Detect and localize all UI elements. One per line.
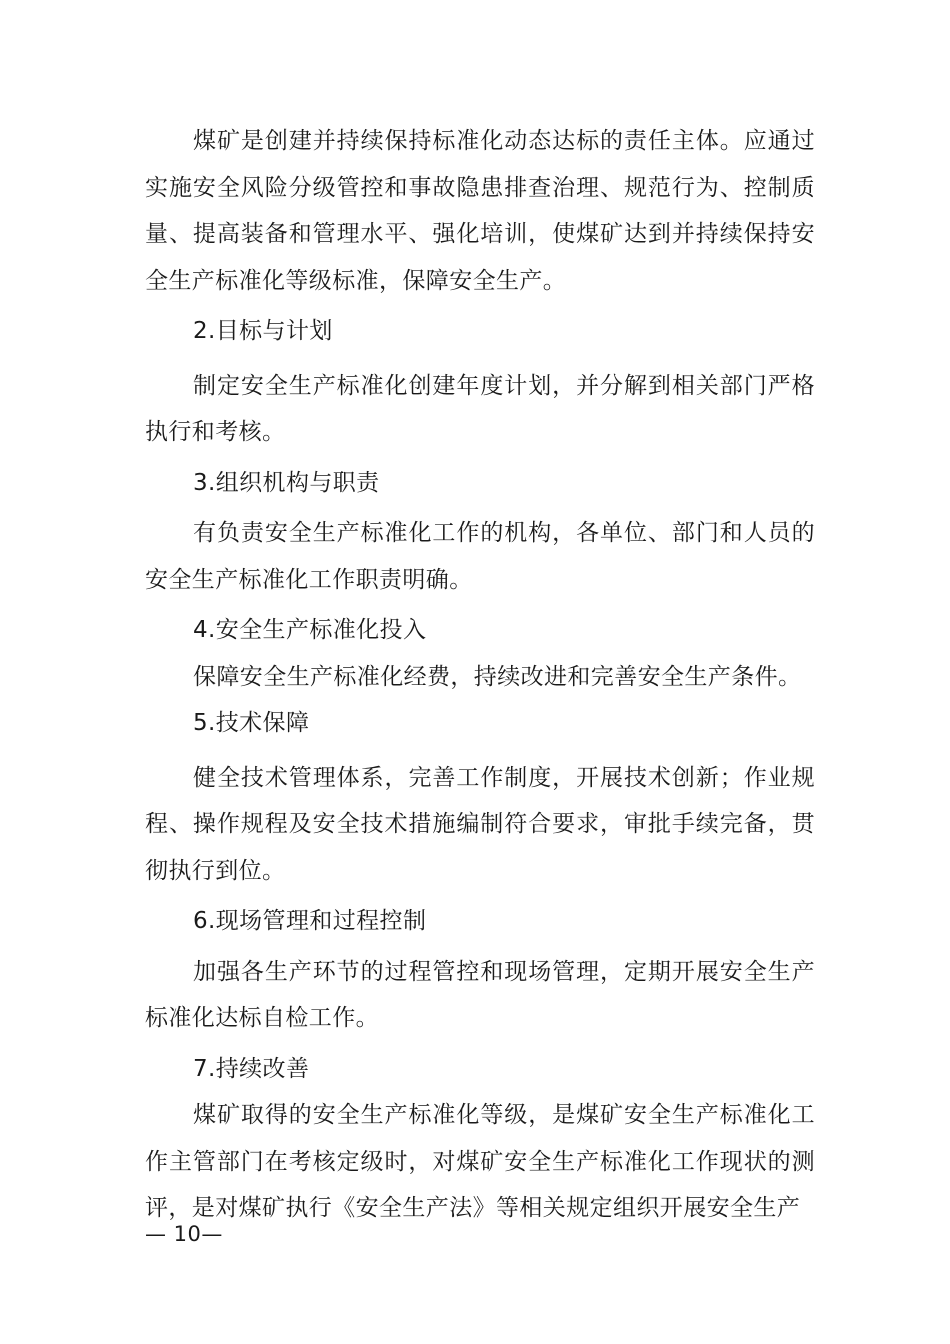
- section-heading-6: 6.现场管理和过程控制: [193, 908, 427, 934]
- paragraph-investment: 保障安全生产标准化经费，持续改进和完善安全生产条件。: [193, 663, 802, 690]
- page-number: — 10—: [145, 1222, 223, 1246]
- paragraph-site-management: 加强各生产环节的过程管控和现场管理，定期开展安全生产标准化达标自检工作。: [145, 958, 815, 1031]
- paragraph-technical: 健全技术管理体系，完善工作制度，开展技术创新；作业规程、操作规程及安全技术措施编制符合要求，审批手续完备，贯彻执行到位。: [145, 764, 815, 884]
- document-body: [145, 118, 815, 1232]
- paragraph-organization: 有负责安全生产标准化工作的机构，各单位、部门和人员的安全生产标准化工作职责明确。: [145, 520, 815, 593]
- section-heading-5: 5.技术保障: [193, 710, 310, 736]
- section-heading-4: 4.安全生产标准化投入: [193, 617, 427, 643]
- paragraph-goals: 制定安全生产标准化创建年度计划，并分解到相关部门严格执行和考核。: [145, 372, 815, 445]
- paragraph-improvement: 煤矿取得的安全生产标准化等级，是煤矿安全生产标准化工作主管部门在考核定级时，对煤矿安全生产标准化工作现状的测评，是对煤矿执行《安全生产法》等相关规定组织开展安全生产: [145, 1102, 815, 1221]
- section-heading-2: 2.目标与计划: [193, 318, 333, 344]
- section-heading-3: 3.组织机构与职责: [193, 469, 380, 496]
- section-heading-7: 7.持续改善: [193, 1055, 310, 1082]
- paragraph-responsibility: 煤矿是创建并持续保持标准化动态达标的责任主体。应通过实施安全风险分级管控和事故隐患排查治理、规范行为、控制质量、提高装备和管理水平、强化培训，使煤矿达到并持续保持安全生产标准化等级标准，保障安全生产。: [145, 128, 815, 294]
